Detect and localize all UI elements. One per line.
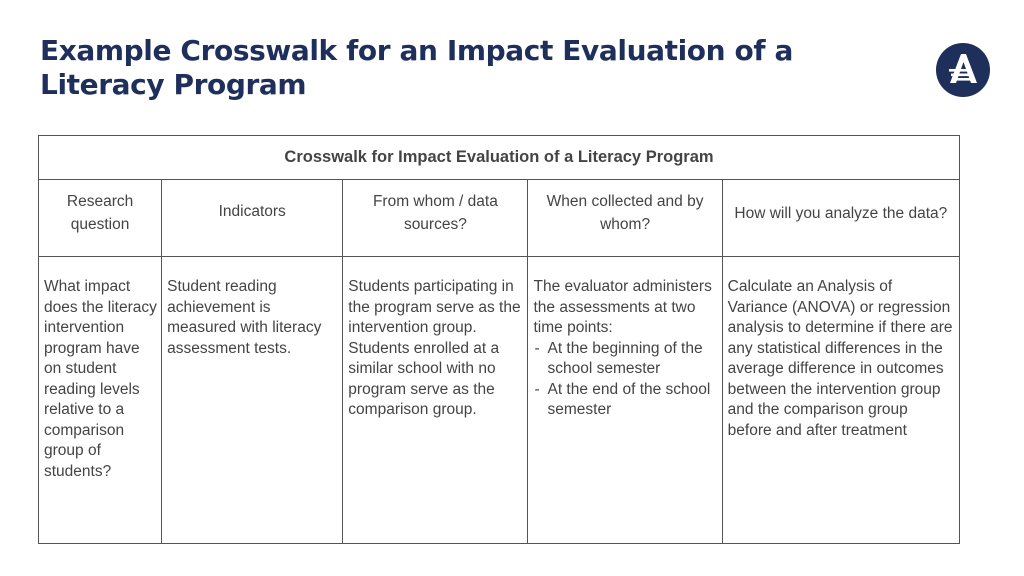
list-item: - At the end of the school semester <box>533 380 717 421</box>
americorps-logo-icon <box>936 43 990 97</box>
list-item: - At the beginning of the school semester <box>533 339 717 380</box>
source-comparison-group: Students enrolled at a similar school with no program serve as the comparison group. <box>348 339 500 418</box>
page-title: Example Crosswalk for an Impact Evaluation of a Literacy Program <box>40 34 793 101</box>
crosswalk-table <box>38 135 960 544</box>
source-intervention-group: Students participating in the program serve as the intervention group. <box>348 278 521 336</box>
column-header-analysis: How will you analyze the data? <box>722 180 959 257</box>
cell-indicators: Student reading achievement is measured with literacy assessment tests. <box>162 257 343 544</box>
collection-intro: The evaluator administers the assessments at two time points: <box>533 278 712 336</box>
cell-research-question: What impact does the literacy intervention program have on student reading levels relative to a comparison group of students? <box>39 257 162 544</box>
column-header-when-collected: When collected and by whom? <box>528 180 722 257</box>
column-header-data-sources: From whom / data sources? <box>343 180 528 257</box>
cell-when-collected <box>528 257 722 544</box>
cell-data-sources <box>343 257 528 544</box>
cell-analysis: Calculate an Analysis of Variance (ANOVA) or regression analysis to determine if there are any statistical differences in the average difference in outcomes between the intervention group and the comparison group before and after treatment <box>722 257 959 544</box>
collection-time-points <box>533 339 717 421</box>
column-header-research-question: Research question <box>39 180 162 257</box>
table-caption: Crosswalk for Impact Evaluation of a Literacy Program <box>39 136 960 180</box>
column-header-indicators: Indicators <box>162 180 343 257</box>
table-row <box>39 257 960 544</box>
table-header-row <box>39 180 960 257</box>
table-caption-row <box>39 136 960 180</box>
